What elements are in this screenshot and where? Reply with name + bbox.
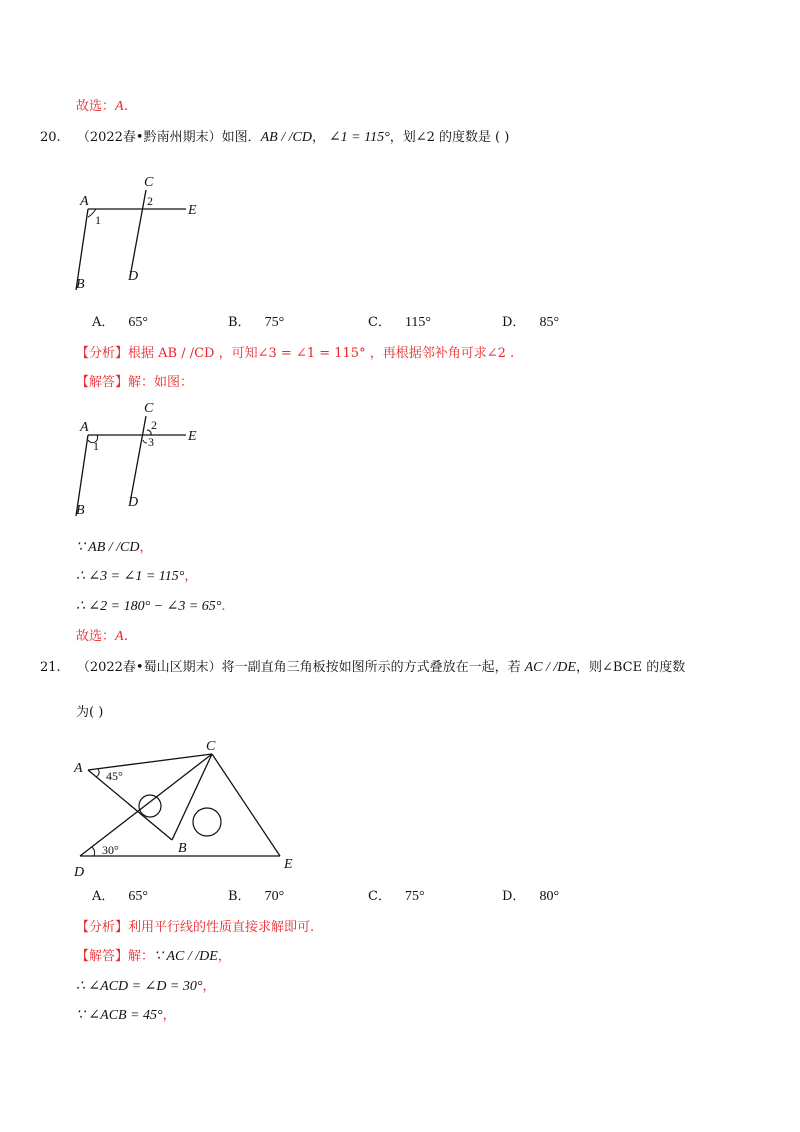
- label-b: B: [76, 277, 85, 292]
- label-d: D: [128, 269, 139, 284]
- option-letter: A．: [92, 315, 115, 330]
- analysis-text: 利用平行线的性质直接求解即可.: [128, 920, 315, 935]
- stem-line2: 为: [76, 705, 90, 720]
- option-value: 115°: [404, 315, 432, 330]
- side-ce: [212, 754, 280, 856]
- option-b[interactable]: [228, 313, 284, 333]
- analysis-text: 根据 AB / /CD ，可知∠3 = ∠1 = 115° ，再根据邻补角可求∠2 .: [128, 346, 515, 361]
- label-b: B: [178, 841, 187, 856]
- label-angle-1: 1: [95, 213, 101, 227]
- solution-tag: 【解答】: [76, 375, 129, 390]
- label-angle-45: 45°: [106, 769, 123, 783]
- answer-line: [76, 97, 138, 117]
- option-letter: C．: [368, 889, 391, 904]
- answer-letter: A．: [115, 629, 138, 644]
- question-20-stem: [40, 128, 509, 148]
- stem-sep: ，: [311, 130, 325, 145]
- answer-line: [76, 627, 138, 647]
- option-d[interactable]: [502, 887, 559, 907]
- option-c[interactable]: [368, 313, 431, 333]
- q21-figure: [70, 739, 310, 882]
- option-letter: A．: [92, 889, 115, 904]
- question-number: 20.: [40, 130, 61, 145]
- label-angle-3: 3: [148, 435, 154, 449]
- option-value: 70°: [264, 889, 285, 904]
- solution-text: 解：如图：: [128, 375, 194, 390]
- angle-30-arc: [92, 847, 95, 856]
- option-d[interactable]: [502, 313, 559, 333]
- option-letter: D．: [502, 315, 526, 330]
- label-a: A: [74, 761, 83, 776]
- option-value: 65°: [128, 315, 148, 330]
- label-c: C: [206, 739, 216, 754]
- step-tail: ，: [139, 540, 153, 555]
- option-c[interactable]: [368, 887, 425, 907]
- label-e: E: [188, 429, 197, 444]
- analysis-line: [76, 918, 314, 938]
- circle-hole-1: [139, 795, 161, 817]
- label-a: A: [80, 194, 89, 209]
- label-angle-2: 2: [147, 194, 153, 208]
- solution-tail: ，: [217, 949, 231, 964]
- step-tail: ，: [162, 1008, 176, 1023]
- step-tail: ，: [202, 979, 216, 994]
- label-d: D: [74, 865, 85, 880]
- label-e: E: [188, 203, 197, 218]
- label-a: A: [80, 420, 89, 435]
- option-value: 75°: [404, 889, 425, 904]
- label-b: B: [76, 503, 85, 518]
- line-cd: [130, 190, 146, 277]
- angle-3-arc: [143, 440, 147, 443]
- stem-tail: ，划∠2 的度数是: [389, 130, 491, 145]
- answer-paren: ( ): [495, 130, 510, 145]
- option-a[interactable]: [92, 313, 148, 333]
- question-21-stem: [40, 658, 685, 678]
- answer-letter: A．: [115, 99, 138, 114]
- stem-tail: ，则∠BCE 的度数: [575, 660, 686, 675]
- step-line: [76, 597, 226, 617]
- option-value: 75°: [264, 315, 285, 330]
- option-value: 80°: [539, 889, 560, 904]
- answer-paren: ( ): [89, 705, 104, 720]
- label-c: C: [144, 401, 154, 416]
- step-line: [76, 1006, 176, 1026]
- option-a[interactable]: [92, 887, 148, 907]
- question-21-stem-line2: [76, 703, 103, 723]
- answer-prefix: 故选：: [76, 99, 116, 114]
- circle-hole-2: [193, 808, 221, 836]
- line-cd: [130, 416, 146, 503]
- step-tail: ，: [184, 569, 198, 584]
- analysis-tag: 【分析】: [76, 346, 129, 361]
- side-bc: [172, 754, 212, 840]
- option-value: 65°: [128, 889, 148, 904]
- side-ab: [88, 770, 172, 840]
- option-letter: C．: [368, 315, 391, 330]
- label-e: E: [284, 857, 293, 872]
- analysis-tag: 【分析】: [76, 920, 129, 935]
- step-math: ∴ ∠2 = 180° − ∠3 = 65°: [76, 599, 222, 614]
- step-math: ∵ AB / /CD: [76, 540, 140, 555]
- stem-math-parallel: AC / /DE: [524, 660, 576, 675]
- solution-line: [76, 373, 193, 393]
- question-number: 21.: [40, 660, 61, 675]
- option-letter: B．: [228, 315, 251, 330]
- step-math: ∵ ∠ACB = 45°: [76, 1008, 163, 1023]
- solution-text: 解：: [128, 949, 155, 964]
- analysis-line: [76, 344, 514, 364]
- label-angle-30: 30°: [102, 843, 119, 857]
- stem-math-angle: ∠1 = 115°: [328, 130, 390, 145]
- step-line: [76, 567, 197, 587]
- q20-figure-2: [68, 398, 208, 518]
- label-angle-2: 2: [151, 418, 157, 432]
- label-d: D: [128, 495, 139, 510]
- label-c: C: [144, 175, 154, 190]
- option-value: 85°: [539, 315, 560, 330]
- angle-45-arc: [96, 769, 99, 777]
- question-source: （2022春•黔南州期末）如图．: [76, 130, 261, 145]
- step-math: ∴ ∠3 = ∠1 = 115°: [76, 569, 185, 584]
- option-letter: D．: [502, 889, 526, 904]
- step-math: ∴ ∠ACD = ∠D = 30°: [76, 979, 203, 994]
- question-source: （2022春•蜀山区期末）将一副直角三角板按如图所示的方式叠放在一起，若: [76, 660, 521, 675]
- step-line: [76, 977, 216, 997]
- stem-math-parallel: AB / /CD: [260, 130, 312, 145]
- label-angle-1: 1: [93, 439, 99, 453]
- option-b[interactable]: [228, 887, 284, 907]
- step-line: [76, 538, 153, 558]
- side-dc: [80, 754, 212, 856]
- step-tail: .: [221, 599, 226, 614]
- option-letter: B．: [228, 889, 251, 904]
- answer-prefix: 故选：: [76, 629, 116, 644]
- solution-tag: 【解答】: [76, 949, 129, 964]
- q20-figure-1: [68, 172, 208, 292]
- solution-line: [76, 947, 231, 967]
- solution-math: ∵ AC / /DE: [154, 949, 218, 964]
